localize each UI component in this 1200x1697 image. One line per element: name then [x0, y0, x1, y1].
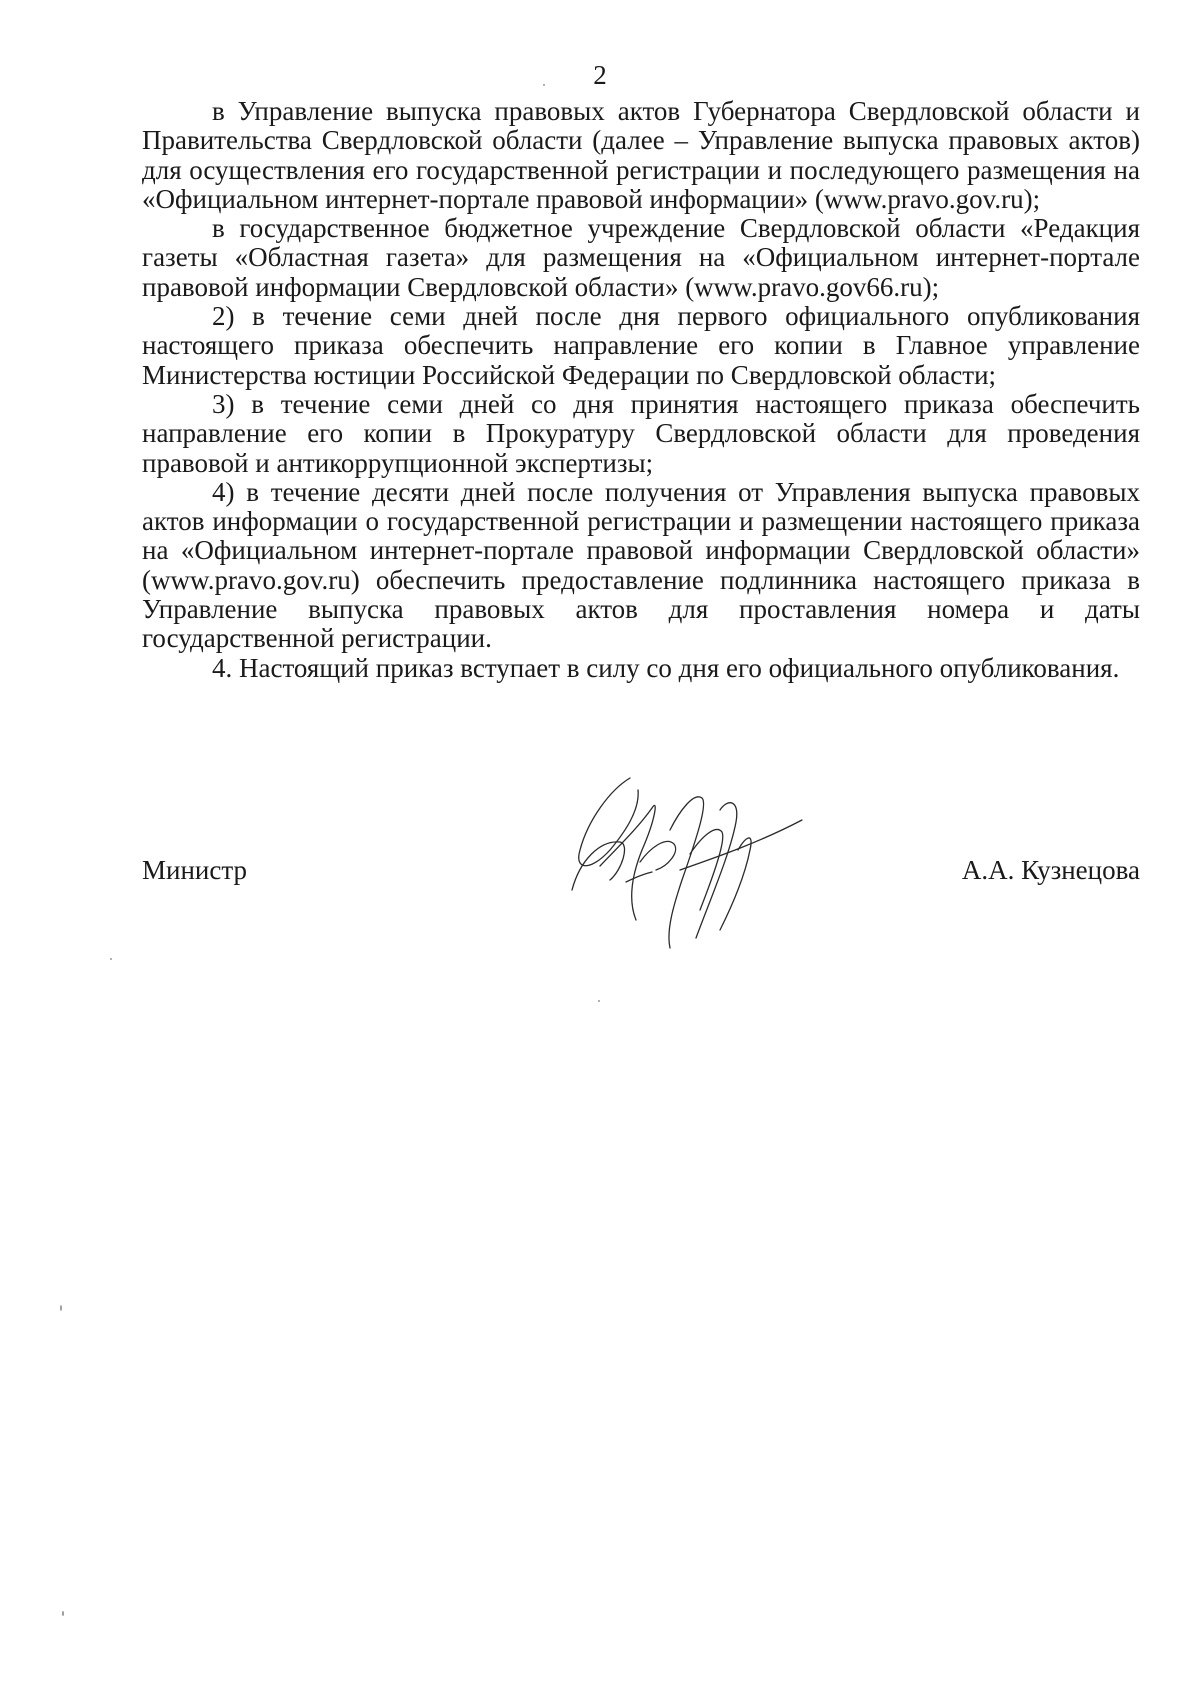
paragraph-send-to-oblastnaya-gazeta: в государственное бюджетное учреждение Свердловской области «Редакция газеты «Областная газета» для размещения на «Официальном интернет-портале правовой информации Свердловской области» (www.pravo.gov66.ru); [142, 213, 1140, 302]
scan-speck [62, 1611, 64, 1616]
handwritten-signature-icon [570, 770, 810, 950]
paragraph-item-3: 3) в течение семи дней со дня принятия настоящего приказа обеспечить направление его копии в Прокуратуру Свердловской области для проведения правовой и антикоррупционной экспертизы; [142, 388, 1140, 478]
paragraph-send-to-legal-acts-department: в Управление выпуска правовых актов Губернатора Свердловской области и Правительства Свердловской области (далее – Управление выпуска правовых актов) для осуществления его государственной регистрации и последующего размещения на «Официальном интернет-портале правовой информации» (www.pravo.gov.ru); [142, 96, 1140, 214]
paragraph-item-2: 2) в течение семи дней после дня первого официального опубликования настоящего приказа обеспечить направление его копии в Главное управление Министерства юстиции Российской Федерации по Свердловской области; [142, 301, 1140, 390]
scan-speck [598, 1000, 600, 1002]
signatory-name: А.А. Кузнецова [961, 855, 1140, 885]
scan-speck [543, 84, 545, 86]
paragraph-item-4: 4) в течение десяти дней после получения от Управления выпуска правовых актов информации о государственной регистрации и размещении настоящего приказа на «Официальном интернет-портале правовой информации Свердловской области» (www.pravo.gov.ru) обеспечить предоставление подлинника настоящего приказа в Управление выпуска правовых актов для проставления номера и даты государственной регистрации. [142, 476, 1140, 654]
paragraph-section-4-effective-date: 4. Настоящий приказ вступает в силу со дня его официального опубликования. [212, 652, 1120, 683]
signatory-position: Министр [142, 855, 247, 885]
page-number: 2 [593, 60, 607, 90]
scan-speck [110, 958, 112, 960]
scan-speck [60, 1305, 62, 1311]
document-body [142, 97, 1140, 683]
